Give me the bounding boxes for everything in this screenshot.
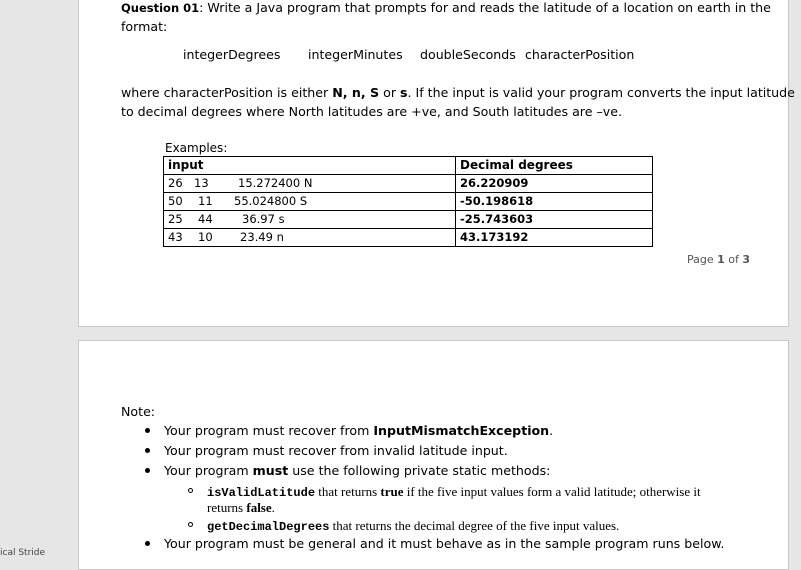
method-isvalidlatitude: isValidLatitude that returns true if the five input values form a valid latitude; otherwise it <box>207 484 701 500</box>
circle-bullet-icon <box>188 522 193 527</box>
decimal-cell: -50.198618 <box>456 193 653 211</box>
table-row <box>164 229 653 247</box>
document-page-1 <box>78 0 795 327</box>
input-cell: 50 11 55.024800 S <box>164 193 456 211</box>
examples-table <box>163 156 653 247</box>
document-page-2 <box>78 340 789 570</box>
note-item-methods: Your program must use the following private static methods: <box>164 463 551 478</box>
table-row <box>164 211 653 229</box>
question-label: Question 01 <box>121 1 200 15</box>
note-item-general: Your program must be general and it must behave as in the sample program runs below. <box>164 536 725 551</box>
question-text: : Write a Java program that prompts for and reads the latitude of a location on earth in the <box>199 0 771 15</box>
method-getdecimaldegrees: getDecimalDegrees that returns the decimal degree of the five input values. <box>207 518 620 534</box>
table-header-row <box>164 157 653 175</box>
format-field-position: characterPosition <box>525 47 635 62</box>
note-item-invalid: Your program must recover from invalid latitude input. <box>164 443 508 458</box>
status-bar-fragment: ical Stride <box>0 548 46 556</box>
question-line-2: format: <box>121 19 168 34</box>
bullet-icon <box>145 448 150 453</box>
question-line-1 <box>121 0 771 18</box>
decimal-cell: -25.743603 <box>456 211 653 229</box>
decimal-cell: 26.220909 <box>456 175 653 193</box>
input-cell: 43 10 23.49 n <box>164 229 456 247</box>
input-cell: 26 13 15.272400 N <box>164 175 456 193</box>
method-isvalidlatitude-line-2: returns false. <box>207 500 275 515</box>
decimal-cell: 43.173192 <box>456 229 653 247</box>
header-input: input <box>164 157 456 175</box>
where-line-2: to decimal degrees where North latitudes are +ve, and South latitudes are –ve. <box>121 104 622 119</box>
header-decimal: Decimal degrees <box>456 157 653 175</box>
page-number: Page 1 of 3 <box>687 253 751 266</box>
bullet-icon <box>145 541 150 546</box>
bullet-icon <box>145 468 150 473</box>
examples-title: Examples: <box>165 141 228 155</box>
where-line-1: where characterPosition is either N, n, S or s. If the input is valid your program converts the input latitude <box>121 85 795 100</box>
format-field-seconds: doubleSeconds <box>420 47 516 62</box>
note-item-exception: Your program must recover from InputMismatchException. <box>164 423 554 438</box>
format-field-minutes: integerMinutes <box>308 47 403 62</box>
circle-bullet-icon <box>188 488 193 493</box>
input-cell: 25 44 36.97 s <box>164 211 456 229</box>
note-title: Note: <box>121 404 156 419</box>
table-row <box>164 193 653 211</box>
bullet-icon <box>145 428 150 433</box>
format-field-degrees: integerDegrees <box>183 47 281 62</box>
table-row <box>164 175 653 193</box>
